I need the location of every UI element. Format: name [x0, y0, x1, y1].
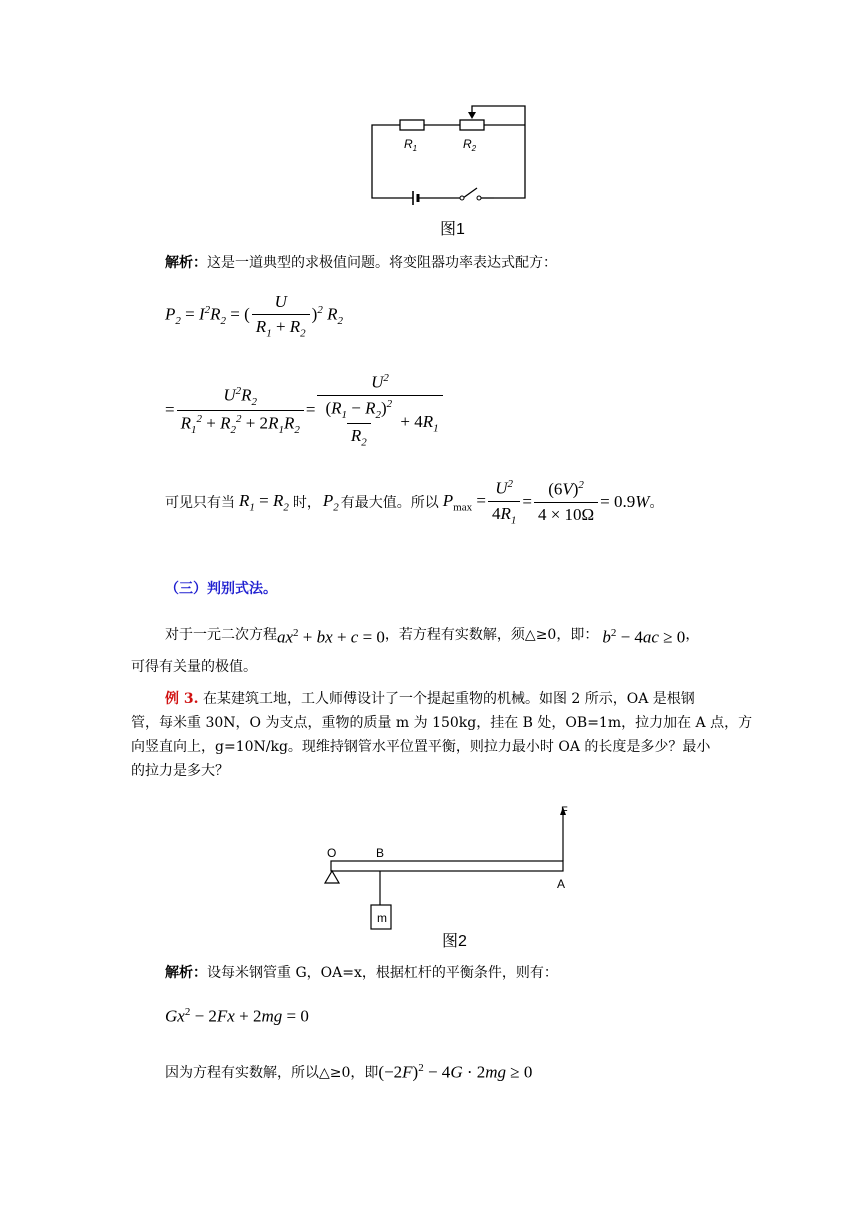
- example-3-line1: 例 3. 在某建筑工地，工人师傅设计了一个提起重物的机械。如图 2 所示，OA 是根钢: [165, 691, 695, 707]
- example-3-label: 例 3.: [165, 691, 199, 707]
- section-3-title: （三）判别式法。: [165, 581, 277, 597]
- lever-diagram: [315, 795, 585, 955]
- solution-1-prefix: 解析：: [165, 255, 207, 271]
- r2-label: $R_2$: [463, 137, 477, 153]
- slider-arrow-icon: [468, 112, 476, 119]
- point-o-label: O: [327, 846, 337, 860]
- formula-p2-line2: = $\frac{U^2R_2}{R_1^2 + R_2^2 + 2R_1R_2}$ = $U^2$ $\frac{(R_1 - R_2)^2}{R_2}$ + $4R_1$: [165, 372, 445, 448]
- r1-label: $R_1$: [404, 137, 418, 153]
- figure-1: [360, 100, 540, 240]
- example-3-line3: 向竖直向上，g=10N/kg。现维持钢管水平位置平衡，则拉力最小时 OA 的长度是多少？最小: [131, 739, 711, 755]
- figure-2: [315, 795, 585, 955]
- solution-2-text: 设每米钢管重 G，OA=x，根据杠杆的平衡条件，则有：: [207, 965, 558, 981]
- point-a-label: A: [557, 877, 566, 891]
- formula-balance-equation: Gx$^2$ − 2Fx + 2mg = 0: [165, 1006, 309, 1026]
- circuit-diagram: [360, 100, 540, 240]
- mass-m-label: m: [377, 911, 387, 925]
- conclusion-2-line: 因为方程有实数解，所以△≥0，即 $(-2F)^2 - 4G \cdot 2mg \ge 0$: [165, 1062, 533, 1082]
- discriminant-para-line1: 对于一元二次方程 $ax^2$ + bx + c = 0 ，若方程有实数解，须△≥0，即： $b^2 - 4ac \ge 0$ ，: [165, 627, 700, 647]
- fulcrum-icon: [325, 871, 339, 883]
- example-3-line2: 管，每米重 30N，O 为支点，重物的质量 m 为 150kg，挂在 B 处，OB=1m，拉力加在 A 点，方: [131, 715, 753, 731]
- point-b-label: B: [376, 846, 385, 860]
- solution-2-prefix: 解析：: [165, 965, 207, 981]
- force-f-label: F: [561, 805, 568, 817]
- conclusion-1-line: 可见只有当 $R_1 = R_2$ 时， $P_2$ 有最大值。所以 $P_{max}$ = $\frac{U^2}{4R_1}$ = $\frac{(6V)^2}{4 \times 10\Omega}$ = 0.9 W 。: [165, 478, 664, 527]
- discriminant-para-line2: 可得有关量的极值。: [131, 659, 257, 675]
- figure-1-caption: 图1: [440, 221, 465, 238]
- steel-pipe: [331, 861, 563, 871]
- solution-1-text: 这是一道典型的求极值问题。将变阻器功率表达式配方：: [207, 255, 557, 271]
- solution-1-line: [165, 252, 557, 274]
- solution-2-line: [165, 962, 558, 984]
- figure-2-caption: 图2: [442, 933, 467, 950]
- example-3-line4: 的拉力是多大？: [131, 763, 229, 779]
- formula-p2-line1: $P_2 = I^2R_2$ = ( $\frac{U}{R_1 + R_2}$ )$^2$ $R_2$: [165, 292, 343, 340]
